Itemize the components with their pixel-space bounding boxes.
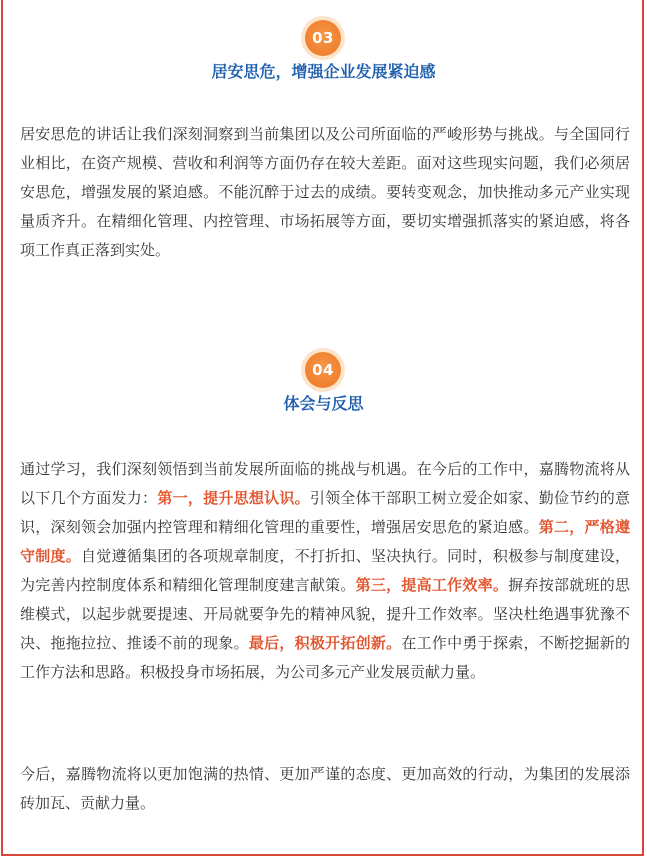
section-title: 体会与反思 [283, 394, 364, 413]
highlight-point-1: 第一，提升思想认识。 [157, 489, 310, 507]
section-title: 居安思危，增强企业发展紧迫感 [211, 62, 436, 81]
section-number-badge: 03 [305, 20, 341, 56]
point-3-text: 摒弃按部就班的思维模式，以起步就要提速、开局就要争先的精神风貌，提升工作效率。坚决杜绝遇事犹豫不决、拖拖拉拉、推诿不前的现象。 [20, 576, 630, 652]
paragraph-intro-text: 通过学习，我们深刻领悟到当前发展所面临的挑战与机遇。在今后的工作中，嘉腾物流将从以下几个方面发力： [20, 460, 630, 507]
section-number-badge: 04 [305, 352, 341, 388]
point-1-text: 引领全体干部职工树立爱企如家、勤俭节约的意识，深刻领会加强内控管理和精细化管理的重要性，增强居安思危的紧迫感。 [20, 489, 630, 536]
highlight-point-4: 最后，积极开拓创新。 [248, 634, 402, 652]
section-paragraph [20, 455, 630, 687]
section-paragraph: 居安思危的讲话让我们深刻洞察到当前集团以及公司所面临的严峻形势与挑战。与全国同行业相比，在资产规模、营收和利润等方面仍存在较大差距。面对这些现实问题，我们必须居安思危，增强发展的紧迫感。不能沉醉于过去的成绩。要转变观念，加快推动多元产业实现量质齐升。在精细化管理、内控管理、市场拓展等方面，要切实增强抓落实的紧迫感，将各项工作真正落到实处。 [20, 125, 630, 259]
highlight-point-3: 第三，提高工作效率。 [355, 576, 509, 594]
point-4-text: 在工作中勇于探索，不断挖掘新的工作方法和思路。积极投身市场拓展，为公司多元产业发展贡献力量。 [20, 634, 630, 681]
closing-paragraph: 今后，嘉腾物流将以更加饱满的热情、更加严谨的态度、更加高效的行动，为集团的发展添砖加瓦、贡献力量。 [20, 765, 630, 812]
highlight-point-2: 第二，严格遵守制度。 [20, 518, 630, 565]
point-2-text: 自觉遵循集团的各项规章制度，不打折扣、坚决执行。同时，积极参与制度建设，为完善内控制度体系和精细化管理制度建言献策。 [20, 547, 630, 594]
